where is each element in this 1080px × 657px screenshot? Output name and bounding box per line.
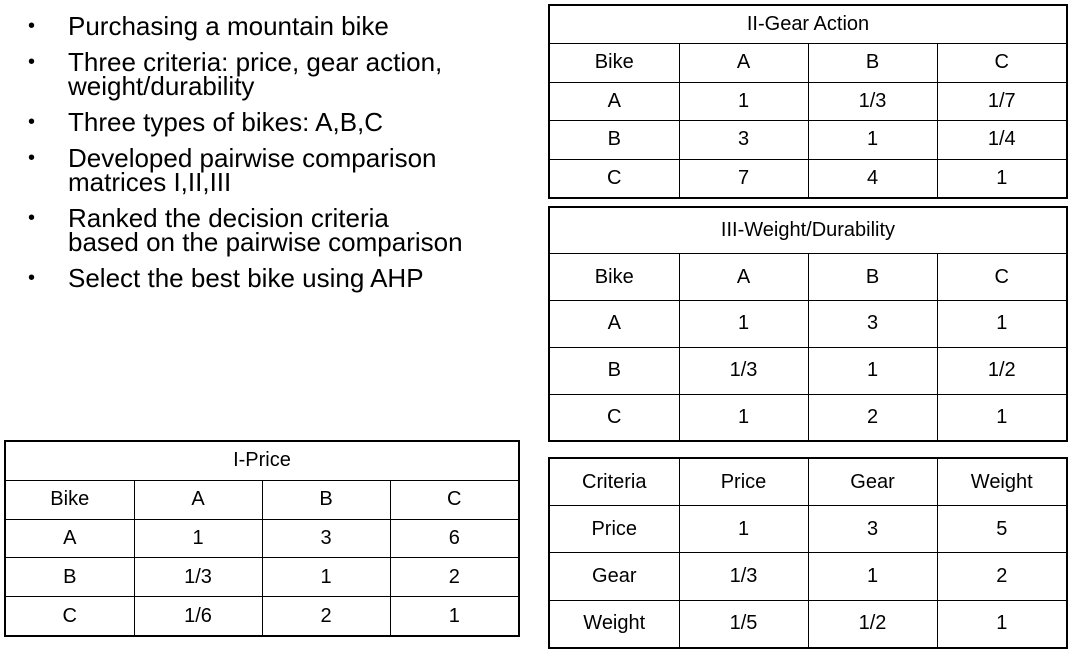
- table-cell: C: [550, 394, 679, 440]
- price-matrix-table: [4, 440, 520, 637]
- column-header: Criteria: [550, 459, 679, 506]
- table-cell: A: [6, 519, 134, 558]
- column-header: B: [262, 480, 390, 519]
- table-row: [550, 394, 1066, 440]
- bullet-item: [26, 47, 466, 101]
- table-cell: 3: [808, 301, 937, 348]
- table-cell: A: [550, 301, 679, 348]
- column-header: A: [679, 44, 808, 83]
- bullet-item: [26, 143, 466, 197]
- table-header-row: [6, 480, 518, 519]
- bullet-text: Three criteria: price, gear action, weight/durability: [68, 47, 443, 101]
- table-cell: Gear: [550, 553, 679, 600]
- bullet-item: [26, 263, 466, 293]
- table-cell: 1: [808, 121, 937, 160]
- table-cell: 1: [937, 600, 1066, 647]
- table-header-row: [550, 254, 1066, 301]
- column-header: C: [390, 480, 518, 519]
- column-header: C: [937, 254, 1066, 301]
- column-header: Price: [679, 459, 808, 506]
- table-cell: 3: [808, 506, 937, 553]
- bullet-dot-icon: •: [28, 111, 36, 133]
- table-cell: 1: [679, 506, 808, 553]
- table-cell: 1: [262, 558, 390, 597]
- column-header: Gear: [808, 459, 937, 506]
- table-cell: 3: [262, 519, 390, 558]
- bullet-dot-icon: •: [28, 147, 36, 169]
- table-cell: C: [6, 597, 134, 635]
- table-row: [550, 347, 1066, 394]
- column-header: A: [134, 480, 262, 519]
- table-title: I-Price: [6, 442, 518, 480]
- bullet-dot-icon: •: [28, 267, 36, 289]
- bullet-dot-icon: •: [28, 15, 36, 37]
- column-header: Weight: [937, 459, 1066, 506]
- table-header-row: [550, 44, 1066, 83]
- table-cell: 1: [937, 394, 1066, 440]
- table-title: III-Weight/Durability: [550, 208, 1066, 254]
- table-row: [6, 519, 518, 558]
- table-cell: 2: [262, 597, 390, 635]
- bullet-text: Three types of bikes: A,B,C: [68, 107, 384, 137]
- table-row: [550, 600, 1066, 647]
- table-cell: 1: [679, 301, 808, 348]
- bullet-list: [26, 11, 466, 302]
- table-cell: B: [550, 347, 679, 394]
- column-header: B: [808, 44, 937, 83]
- table-cell: 1/7: [937, 82, 1066, 121]
- bullet-text: Select the best bike using AHP: [68, 263, 424, 293]
- table-cell: 1/3: [679, 553, 808, 600]
- column-header: Bike: [6, 480, 134, 519]
- gear-action-matrix-table: [548, 4, 1068, 199]
- table-row: [550, 159, 1066, 197]
- table-cell: 2: [390, 558, 518, 597]
- table-title-row: [550, 208, 1066, 254]
- table-row: [6, 597, 518, 635]
- table-cell: 1/2: [937, 347, 1066, 394]
- table-row: [550, 82, 1066, 121]
- table-cell: 4: [808, 159, 937, 197]
- table-cell: 1/6: [134, 597, 262, 635]
- table-cell: 1: [937, 159, 1066, 197]
- column-header: B: [808, 254, 937, 301]
- table-cell: 1: [679, 82, 808, 121]
- table-row: [550, 553, 1066, 600]
- column-header: C: [937, 44, 1066, 83]
- table-cell: 1/5: [679, 600, 808, 647]
- table-cell: 1: [937, 301, 1066, 348]
- table-cell: 1: [390, 597, 518, 635]
- table-cell: C: [550, 159, 679, 197]
- table-cell: 2: [937, 553, 1066, 600]
- table-cell: Price: [550, 506, 679, 553]
- table-header-row: [550, 459, 1066, 506]
- table-title: II-Gear Action: [550, 6, 1066, 44]
- bullet-item: [26, 203, 466, 257]
- table-cell: 1: [134, 519, 262, 558]
- table-row: [550, 301, 1066, 348]
- table-cell: 3: [679, 121, 808, 160]
- table-row: [550, 506, 1066, 553]
- table-cell: 1/3: [808, 82, 937, 121]
- column-header: Bike: [550, 44, 679, 83]
- table-cell: 1/3: [134, 558, 262, 597]
- table-cell: 6: [390, 519, 518, 558]
- table-cell: Weight: [550, 600, 679, 647]
- table-title-row: [550, 6, 1066, 44]
- table-cell: B: [6, 558, 134, 597]
- table-cell: A: [550, 82, 679, 121]
- table-row: [6, 558, 518, 597]
- table-cell: 1: [808, 553, 937, 600]
- table-cell: 2: [808, 394, 937, 440]
- table-cell: 1/4: [937, 121, 1066, 160]
- table-cell: B: [550, 121, 679, 160]
- bullet-dot-icon: •: [28, 207, 36, 229]
- bullet-text: Ranked the decision criteria based on the pairwise comparison: [68, 203, 463, 257]
- weight-durability-matrix-table: [548, 206, 1068, 442]
- bullet-dot-icon: •: [28, 51, 36, 73]
- column-header: A: [679, 254, 808, 301]
- bullet-item: [26, 107, 466, 137]
- column-header: Bike: [550, 254, 679, 301]
- table-title-row: [6, 442, 518, 480]
- bullet-text: Developed pairwise comparison matrices I,II,III: [68, 143, 437, 197]
- table-cell: 1/2: [808, 600, 937, 647]
- bullet-text: Purchasing a mountain bike: [68, 11, 389, 41]
- table-cell: 1: [679, 394, 808, 440]
- table-cell: 7: [679, 159, 808, 197]
- bullet-item: [26, 11, 466, 41]
- table-row: [550, 121, 1066, 160]
- table-cell: 1: [808, 347, 937, 394]
- criteria-matrix-table: [548, 457, 1068, 649]
- table-cell: 1/3: [679, 347, 808, 394]
- table-cell: 5: [937, 506, 1066, 553]
